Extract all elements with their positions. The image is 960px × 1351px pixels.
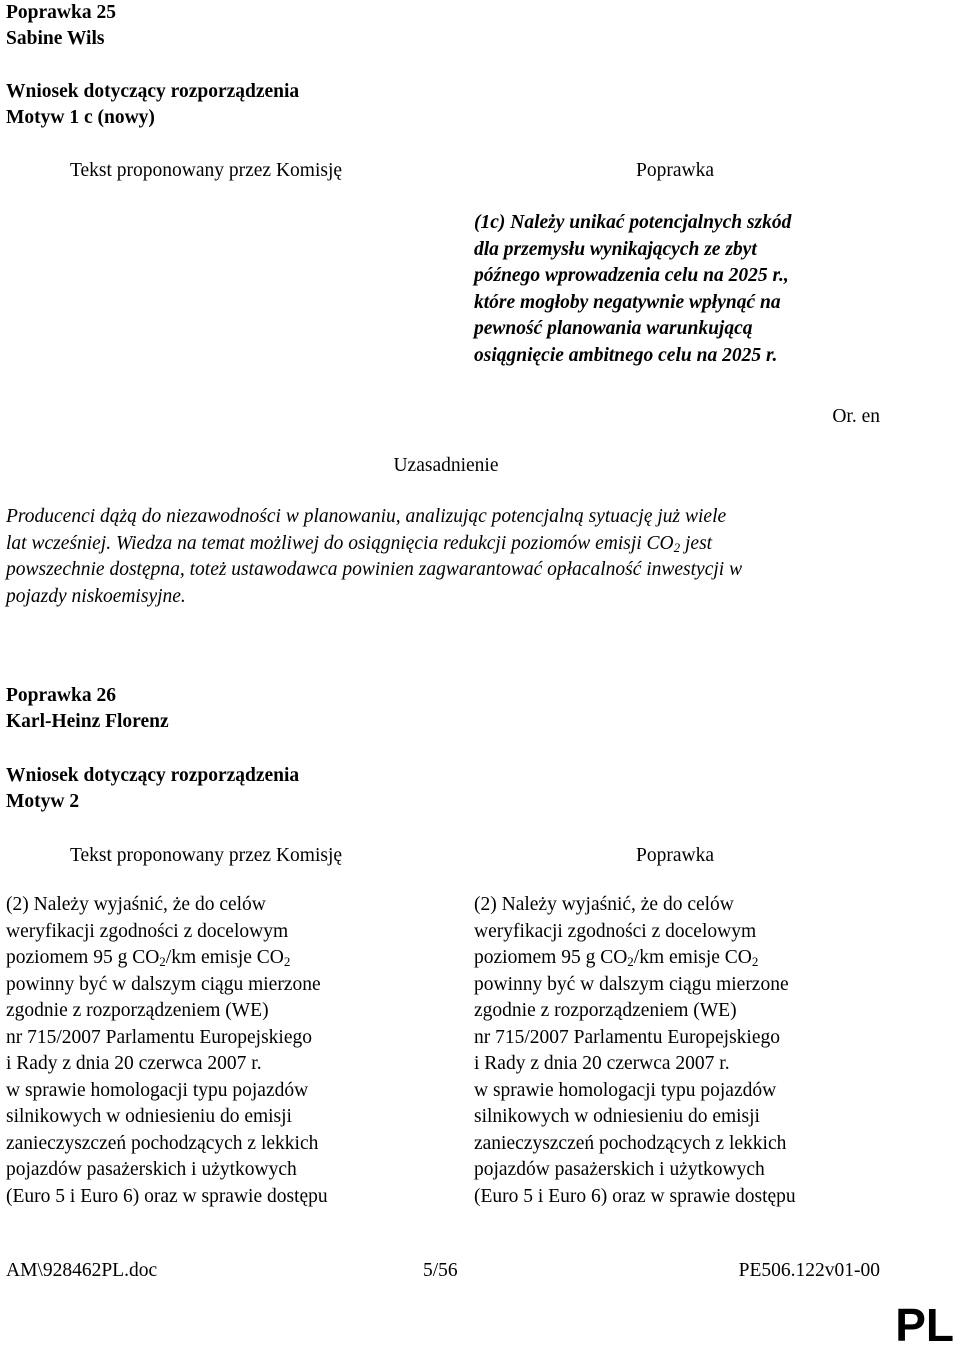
text-line: zanieczyszczeń pochodzących z lekkich <box>6 1132 319 1154</box>
amendment-25-recital: Motyw 1 c (nowy) <box>6 107 155 128</box>
text-line: nr 715/2007 Parlamentu Europejskiego <box>6 1026 312 1048</box>
amendment-25-author: Sabine Wils <box>6 28 105 49</box>
text-line: powinny być w dalszym ciągu mierzone <box>474 973 789 995</box>
amendment-25-proposal: Wniosek dotyczący rozporządzenia <box>6 81 300 102</box>
amendment-text <box>474 892 894 1210</box>
amendment-25-amendment-header: Poprawka <box>636 160 714 181</box>
text-line: osiągnięcie ambitnego celu na 2025 r. <box>474 344 778 366</box>
commission-text <box>6 892 426 1210</box>
text-line: poziomem 95 g $CO_2/km$ emisje $CO_2$ <box>474 947 759 969</box>
original-language: Or. en <box>832 406 880 427</box>
justification-header: Uzasadnienie <box>393 455 499 476</box>
text-line: i Rady z dnia 20 czerwca 2007 r. <box>474 1053 730 1074</box>
text-line: powszechnie dostępna, toteż ustawodawca powinien zagwarantować opłacalność inwestycji w <box>6 559 743 580</box>
text-line: lat wcześniej. Wiedza na temat możliwej do osiągnięcia redukcji poziomów emisji $CO_2$ jest <box>6 532 713 555</box>
text-line: zgodnie z rozporządzeniem (WE) <box>6 1000 269 1021</box>
text-line: poziomem 95 g $CO_2/km$ emisje $CO_2$ <box>6 947 291 969</box>
text-line: (2) Należy wyjaśnić, że do celów <box>6 894 266 915</box>
amendment-26-number: Poprawka 26 <box>6 685 116 706</box>
text-line: w sprawie homologacji typu pojazdów <box>474 1079 777 1101</box>
justification-text <box>6 504 886 610</box>
text-line: w sprawie homologacji typu pojazdów <box>6 1079 309 1101</box>
text-line: pojazdów pasażerskich i użytkowych <box>474 1159 765 1180</box>
amendment-26-author: Karl-Heinz Florenz <box>6 711 169 732</box>
text-line: pojazdów pasażerskich i użytkowych <box>6 1159 297 1180</box>
language-code: PL <box>895 1299 954 1351</box>
text-line: zanieczyszczeń pochodzących z lekkich <box>474 1132 787 1154</box>
amendment-26-amendment-header: Poprawka <box>636 845 714 866</box>
amendment-26-proposal: Wniosek dotyczący rozporządzenia <box>6 765 300 786</box>
amendment-25-amendment-text <box>474 210 894 369</box>
text-line: późnego wprowadzenia celu na 2025 r., <box>474 265 789 286</box>
text-line: silnikowych w odniesieniu do emisji <box>474 1106 760 1127</box>
amendment-25-commission-header: Tekst proponowany przez Komisję <box>69 160 343 181</box>
text-line: Producenci dążą do niezawodności w planowaniu, analizując potencjalną sytuację już wiele <box>6 506 727 527</box>
amendment-25-number: Poprawka 25 <box>6 2 116 23</box>
text-line: i Rady z dnia 20 czerwca 2007 r. <box>6 1053 262 1074</box>
text-line: zgodnie z rozporządzeniem (WE) <box>474 1000 737 1021</box>
text-line: (2) Należy wyjaśnić, że do celów <box>474 894 734 915</box>
text-line: silnikowych w odniesieniu do emisji <box>6 1106 292 1127</box>
text-line: (1c) Należy unikać potencjalnych szkód <box>474 212 792 233</box>
text-line: pewność planowania warunkującą <box>474 318 753 339</box>
text-line: dla przemysłu wynikających ze zbyt <box>474 238 757 260</box>
footer-doc-ref: AM\928462PL.doc <box>6 1260 158 1281</box>
text-line: pojazdy niskoemisyjne. <box>6 585 186 607</box>
text-line: weryfikacji zgodności z docelowym <box>6 920 289 942</box>
text-line: nr 715/2007 Parlamentu Europejskiego <box>474 1026 780 1048</box>
footer-pe-ref: PE506.122v01-00 <box>738 1260 880 1281</box>
amendment-26-recital: Motyw 2 <box>6 791 80 812</box>
text-line: które mogłoby negatywnie wpłynąć na <box>474 291 781 313</box>
text-line: weryfikacji zgodności z docelowym <box>474 920 757 942</box>
footer-page-number: 5/56 <box>423 1260 458 1281</box>
amendment-26-commission-header: Tekst proponowany przez Komisję <box>69 845 343 866</box>
text-line: powinny być w dalszym ciągu mierzone <box>6 973 321 995</box>
text-line: (Euro 5 i Euro 6) oraz w sprawie dostępu <box>474 1185 796 1207</box>
text-line: (Euro 5 i Euro 6) oraz w sprawie dostępu <box>6 1185 328 1207</box>
